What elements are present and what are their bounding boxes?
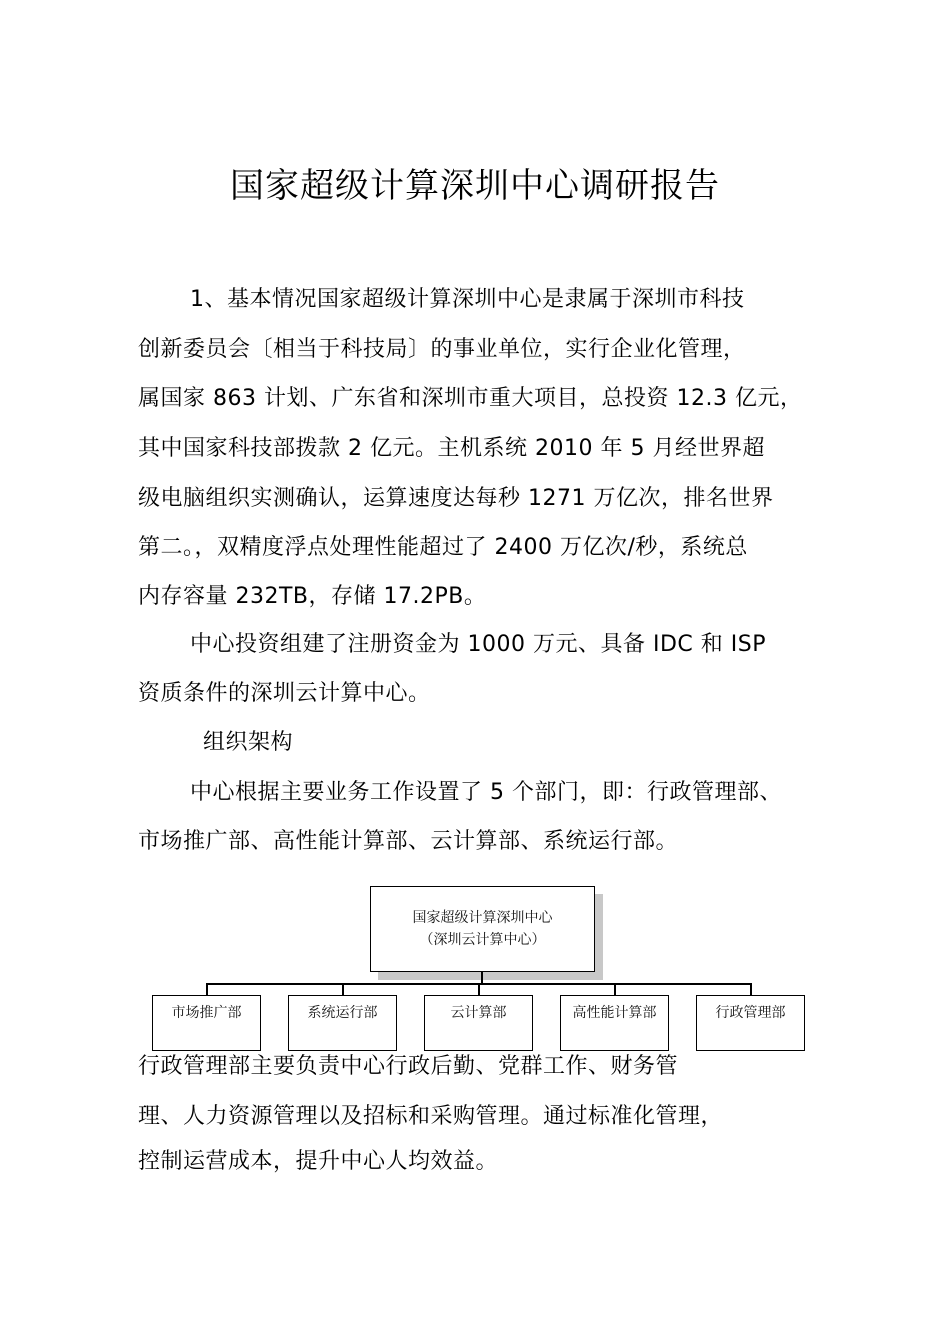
org-root-subname: （深圳云计算中心） [419,932,546,948]
paragraph-2-line-2: 资质条件的深圳云计算中心。 [138,681,431,706]
dept-label-1: 市场推广部 [171,1005,242,1021]
paragraph-3-line-1: 中心根据主要业务工作设置了 5 个部门，即：行政管理部、 [190,780,782,805]
paragraph-4-line-3: 控制运营成本，提升中心人均效益。 [138,1149,499,1174]
paragraph-2-line-1: 中心投资组建了注册资金为 1000 万元、具备 IDC 和 ISP [190,632,766,657]
paragraph-1-line-6: 第二。，双精度浮点处理性能超过了 2400 万亿次/秒，系统总 [138,535,748,560]
dept-label-2: 系统运行部 [307,1005,378,1021]
connector-dept-2 [342,983,344,995]
dept-box-4 [560,995,669,1051]
connector-dept-3 [478,983,480,995]
connector-dept-1 [206,983,208,995]
paragraph-1-line-7: 内存容量 232TB，存储 17.2PB。 [138,584,487,609]
dept-box-5 [696,995,805,1051]
page-title: 国家超级计算深圳中心调研报告 [230,166,720,206]
paragraph-1-line-1: 1、基本情况国家超级计算深圳中心是隶属于深圳市科技 [190,287,745,312]
section-heading-org: 组织架构 [203,730,294,755]
paragraph-4-line-1: 行政管理部主要负责中心行政后勤、党群工作、财务管 [138,1054,679,1079]
paragraph-1-line-3: 属国家 863 计划、广东省和深圳市重大项目，总投资 12.3 亿元， [138,386,803,411]
paragraph-1-line-4: 其中国家科技部拨款 2 亿元。主机系统 2010 年 5 月经世界超 [138,436,765,461]
paragraph-1-line-5: 级电脑组织实测确认，运算速度达每秒 1271 万亿次，排名世界 [138,486,774,511]
paragraph-3-line-2: 市场推广部、高性能计算部、云计算部、系统运行部。 [138,829,679,854]
paragraph-4-line-2: 理、人力资源管理以及招标和采购管理。通过标准化管理， [138,1104,724,1129]
connector-dept-4 [614,983,616,995]
org-root-name: 国家超级计算深圳中心 [412,910,553,926]
dept-box-2 [288,995,397,1051]
dept-box-3 [424,995,533,1051]
org-root-box [370,886,595,972]
paragraph-1-line-2: 创新委员会〔相当于科技局〕的事业单位，实行企业化管理， [138,337,746,362]
dept-box-1 [152,995,261,1051]
dept-label-5: 行政管理部 [715,1005,786,1021]
dept-label-3: 云计算部 [450,1005,507,1021]
connector-dept-5 [750,983,752,995]
org-chart [0,880,950,1060]
dept-label-4: 高性能计算部 [572,1005,657,1021]
